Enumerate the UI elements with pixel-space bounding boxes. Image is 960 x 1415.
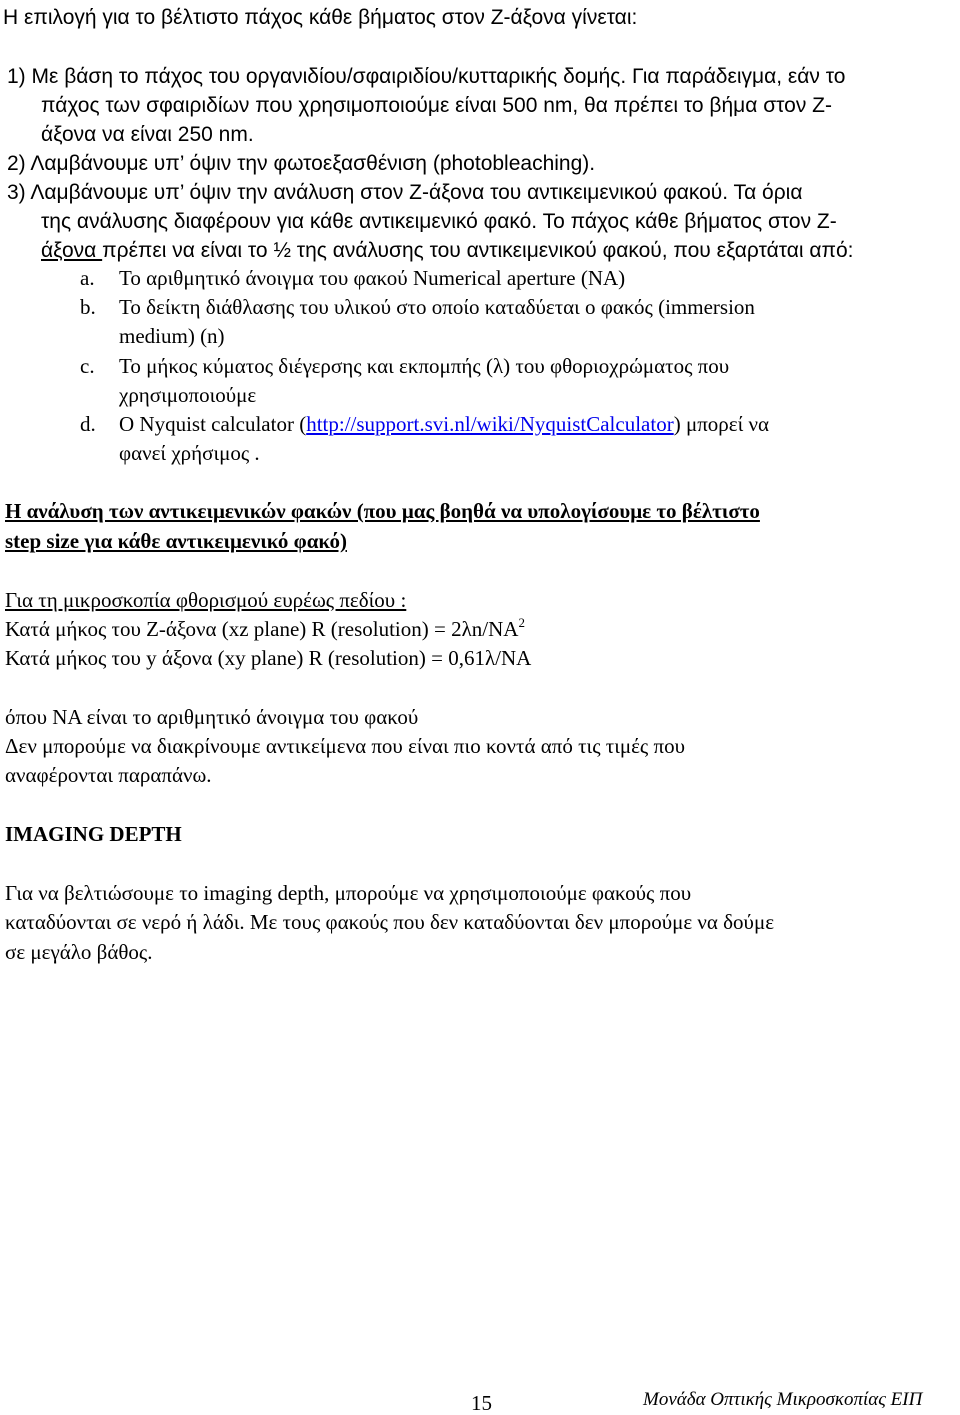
- sub-a-marker: a.: [80, 266, 95, 290]
- sub-b-line-2: medium) (n): [119, 324, 225, 348]
- item-3-line-3-text: πρέπει να είναι το ½ της ανάλυσης του αντικειμενικού φακού, που εξαρτάται από:: [102, 239, 854, 262]
- depth-line-3: σε μεγάλο βάθος.: [5, 940, 153, 964]
- depth-line-2: καταδύονται σε νερό ή λάδι. Με τους φακούς που δεν καταδύονται δεν μπορούμε να δούμε: [5, 910, 775, 934]
- formula-z-axis: [5, 615, 525, 641]
- limit-line-2: αναφέρονται παραπάνω.: [5, 763, 212, 787]
- item-2: 2) Λαμβάνουμε υπ’ όψιν την φωτοεξασθένιση (photobleaching).: [7, 152, 596, 175]
- resolution-heading-line-2: step size για κάθε αντικειμενικό φακό): [5, 529, 347, 553]
- item-3-line-1: 3) Λαμβάνουμε υπ’ όψιν την ανάλυση στον Ζ-άξονα του αντικειμενικού φακού. Τα όρια: [7, 181, 803, 204]
- depth-line-1: Για να βελτιώσουμε το imaging depth, μπορούμε να χρησιμοποιούμε φακούς που: [5, 881, 692, 905]
- widefield-label: Για τη μικροσκοπία φθορισμού ευρέως πεδίου :: [5, 588, 407, 612]
- footer-unit: Μονάδα Οπτικής Μικροσκοπίας ΕΙΠ: [643, 1389, 923, 1410]
- sub-d-line-2: φανεί χρήσιμος .: [119, 441, 260, 465]
- sub-c-marker: c.: [80, 354, 95, 378]
- resolution-heading-line-1: Η ανάλυση των αντικειμενικών φακών (που μας βοηθά να υπολογίσουμε το βέλτιστο: [5, 499, 760, 523]
- item-3-line-2: της ανάλυσης διαφέρουν για κάθε αντικειμενικό φακό. Το πάχος κάθε βήματος στον Ζ-: [41, 210, 837, 233]
- imaging-depth-heading: IMAGING DEPTH: [5, 822, 182, 846]
- item-1-line-1: 1) Με βάση το πάχος του οργανιδίου/σφαιριδίου/κυτταρικής δομής. Για παράδειγμα, εάν το: [7, 65, 846, 88]
- sub-d-prefix: O Nyquist calculator (: [119, 412, 307, 436]
- sub-a-text: Το αριθμητικό άνοιγμα του φακού Numerical aperture (NA): [119, 266, 626, 290]
- sub-b-marker: b.: [80, 295, 96, 319]
- item-1-line-2: πάχος των σφαιριδίων που χρησιμοποιούμε είναι 500 nm, θα πρέπει το βήμα στον Ζ-: [41, 94, 832, 117]
- item-3-underlined-word: άξονα: [41, 239, 103, 262]
- sub-d-marker: d.: [80, 412, 96, 436]
- limit-line-1: Δεν μπορούμε να διακρίνουμε αντικείμενα που είναι πιο κοντά από τις τιμές που: [5, 734, 685, 758]
- item-3-line-3: [41, 240, 854, 261]
- intro-text: Η επιλογή για το βέλτιστο πάχος κάθε βήματος στον Ζ-άξονα γίνεται:: [3, 6, 638, 29]
- na-definition: όπου NA είναι το αριθμητικό άνοιγμα του φακού: [5, 705, 419, 729]
- sub-d-line-1: [119, 414, 769, 435]
- nyquist-calculator-link[interactable]: http://support.svi.nl/wiki/NyquistCalculator: [306, 412, 674, 436]
- formula-xy-axis: Κατά μήκος του y άξονα (xy plane) R (resolution) = 0,61λ/NA: [5, 646, 532, 670]
- sub-b-line-1: Το δείκτη διάθλασης του υλικού στο οποίο καταδύεται ο φακός (immersion: [119, 295, 755, 319]
- formula-z-exponent: 2: [518, 615, 525, 630]
- sub-c-line-2: χρησιμοποιούμε: [119, 383, 257, 407]
- sub-c-line-1: Το μήκος κύματος διέγερσης και εκπομπής (λ) του φθοριοχρώματος που: [119, 354, 730, 378]
- formula-z-text: Κατά μήκος του Ζ-άξονα (xz plane) R (resolution) = 2λn/NA: [5, 617, 519, 641]
- sub-d-suffix: ) μπορεί να: [673, 412, 770, 436]
- item-1-line-3: άξονα να είναι 250 nm.: [41, 123, 254, 146]
- page-number: 15: [471, 1391, 492, 1415]
